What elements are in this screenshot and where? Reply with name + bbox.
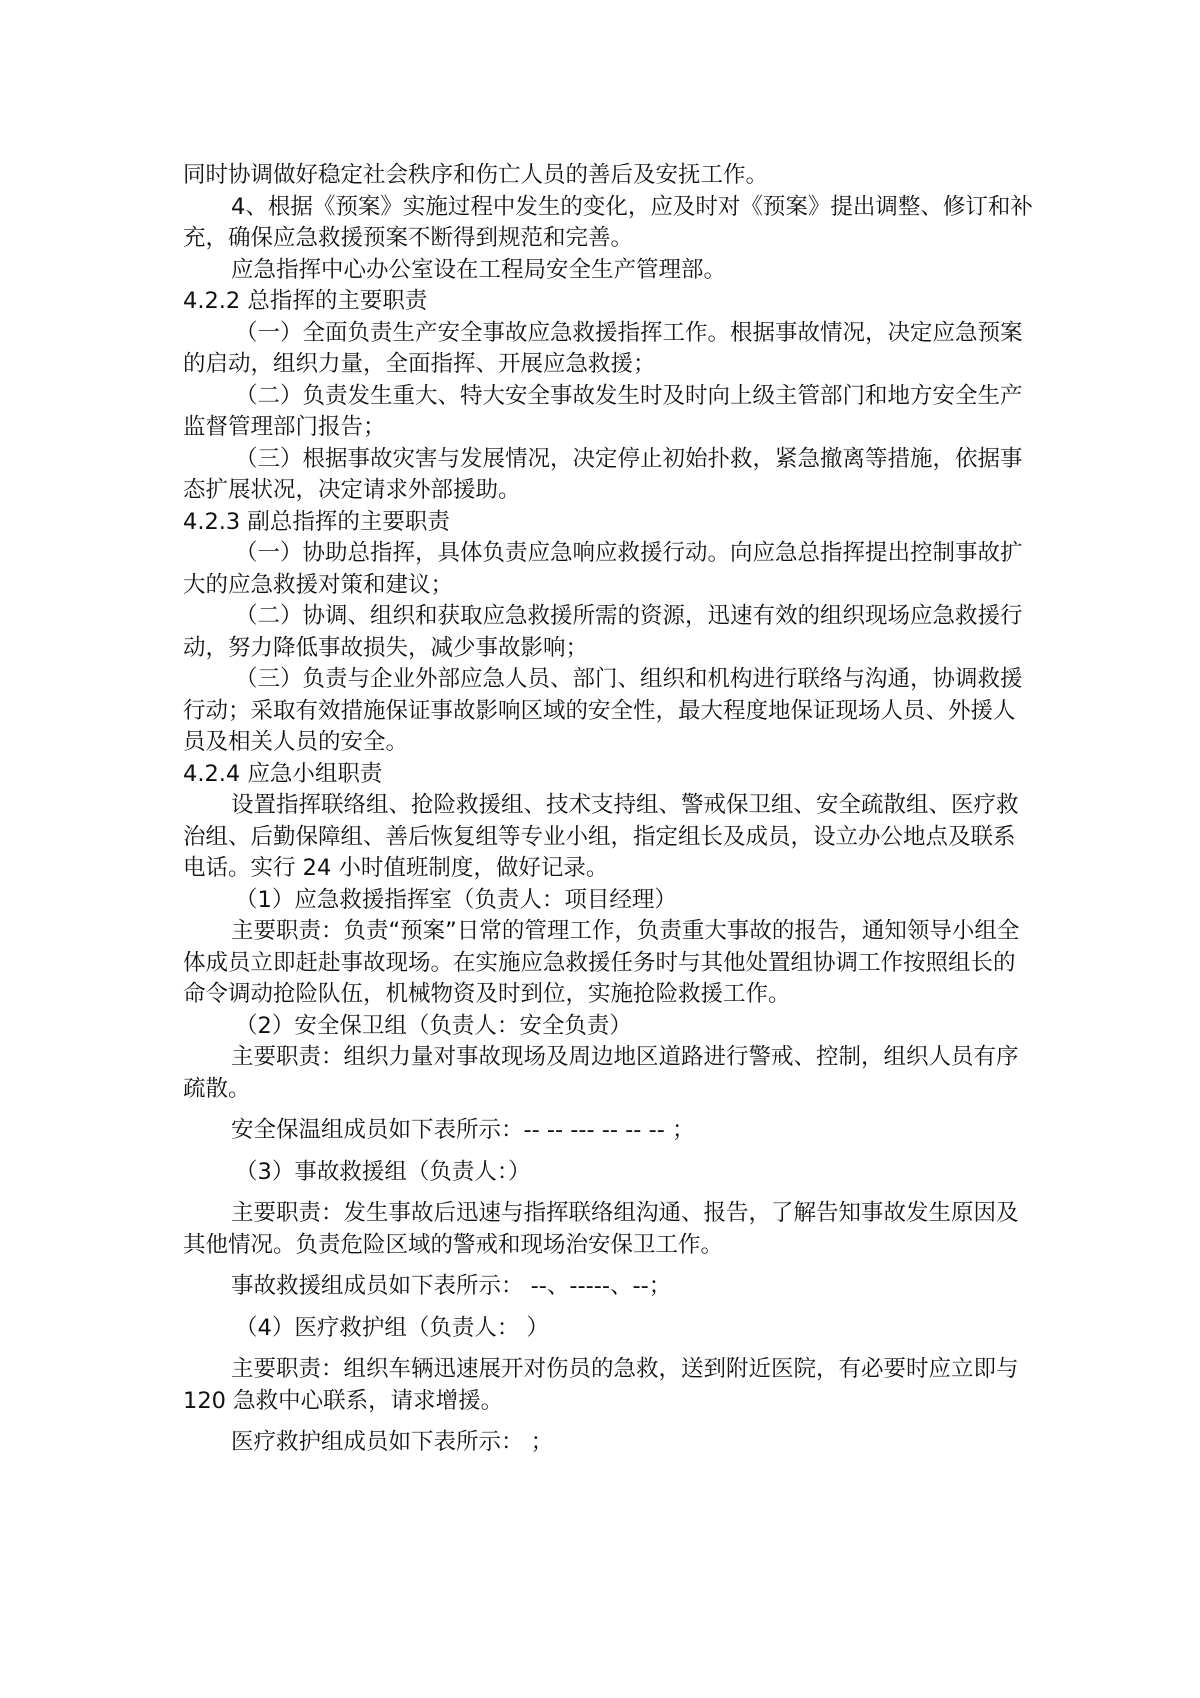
paragraph-17: 主要职责：组织力量对事故现场及周边地区道路进行警戒、控制，组织人员有序疏散。 (183, 1044, 1019, 1102)
paragraph-16: （2）安全保卫组（负责人：安全负责） (235, 1012, 632, 1039)
paragraph-14: （1）应急救援指挥室（负责人：项目经理） (235, 886, 677, 913)
paragraph-7: （三）根据事故灾害与发展情况，决定停止初始扑救，紧急撤离等措施，依据事态扩展状况，决定请求外部援助。 (183, 445, 1023, 503)
paragraph-1: 同时协调做好稳定社会秩序和伤亡人员的善后及安抚工作。 (183, 162, 769, 188)
section-heading-4-2-3: 4.2.3 副总指挥的主要职责 (183, 508, 450, 535)
paragraph-3: 应急指挥中心办公室设在工程局安全生产管理部。 (231, 256, 727, 283)
paragraph-18: 安全保温组成员如下表所示：-- -- --- -- -- -- ； (231, 1117, 695, 1143)
paragraph-2: 4、根据《预案》实施过程中发生的变化，应及时对《预案》提出调整、修订和补充，确保应急救援预案不断得到规范和完善。 (183, 193, 1033, 251)
paragraph-24: 医疗救护组成员如下表所示： ； (231, 1429, 554, 1455)
paragraph-19: （3）事故救援组（负责人：） (235, 1158, 531, 1185)
paragraph-23: 主要职责：组织车辆迅速展开对伤员的急救，送到附近医院，有必要时应立即与 120 急救中心联系，请求增援。 (183, 1356, 1019, 1414)
paragraph-6: （二）负责发生重大、特大安全事故发生时及时向上级主管部门和地方安全生产监督管理部门报告； (183, 382, 1023, 440)
section-heading-4-2-2: 4.2.2 总指挥的主要职责 (183, 288, 428, 314)
paragraph-21: 事故救援组成员如下表所示： --、-----、--； (231, 1273, 672, 1299)
paragraph-22: （4）医疗救护组（负责人： ） (235, 1314, 549, 1341)
paragraph-10: （二）协调、组织和获取应急救援所需的资源，迅速有效的组织现场应急救援行动，努力降低事故损失，减少事故影响； (183, 603, 1023, 661)
paragraph-11: （三）负责与企业外部应急人员、部门、组织和机构进行联络与沟通，协调救援行动；采取有效措施保证事故影响区域的安全性，最大程度地保证现场人员、外援人员及相关人员的安全。 (183, 666, 1023, 755)
paragraph-9: （一）协助总指挥，具体负责应急响应救援行动。向应急总指挥提出控制事故扩大的应急救援对策和建议； (183, 540, 1023, 598)
document-body (183, 160, 1033, 1459)
paragraph-5: （一）全面负责生产安全事故应急救援指挥工作。根据事故情况，决定应急预案的启动，组织力量，全面指挥、开展应急救援； (183, 319, 1023, 377)
paragraph-20: 主要职责：发生事故后迅速与指挥联络组沟通、报告，了解告知事故发生原因及其他情况。负责危险区域的警戒和现场治安保卫工作。 (183, 1200, 1019, 1258)
section-heading-4-2-4: 4.2.4 应急小组职责 (183, 760, 383, 787)
paragraph-13: 设置指挥联络组、抢险救援组、技术支持组、警戒保卫组、安全疏散组、医疗救治组、后勤保障组、善后恢复组等专业小组，指定组长及成员，设立办公地点及联系电话。实行 24 小时值班制度，做好记录。 (183, 792, 1019, 881)
paragraph-15: 主要职责：负责“预案”日常的管理工作，负责重大事故的报告，通知领导小组全体成员立即赶赴事故现场。在实施应急救援任务时与其他处置组协调工作按照组长的命令调动抢险队伍，机械物资及时到位，实施抢险救援工作。 (183, 918, 1020, 1007)
